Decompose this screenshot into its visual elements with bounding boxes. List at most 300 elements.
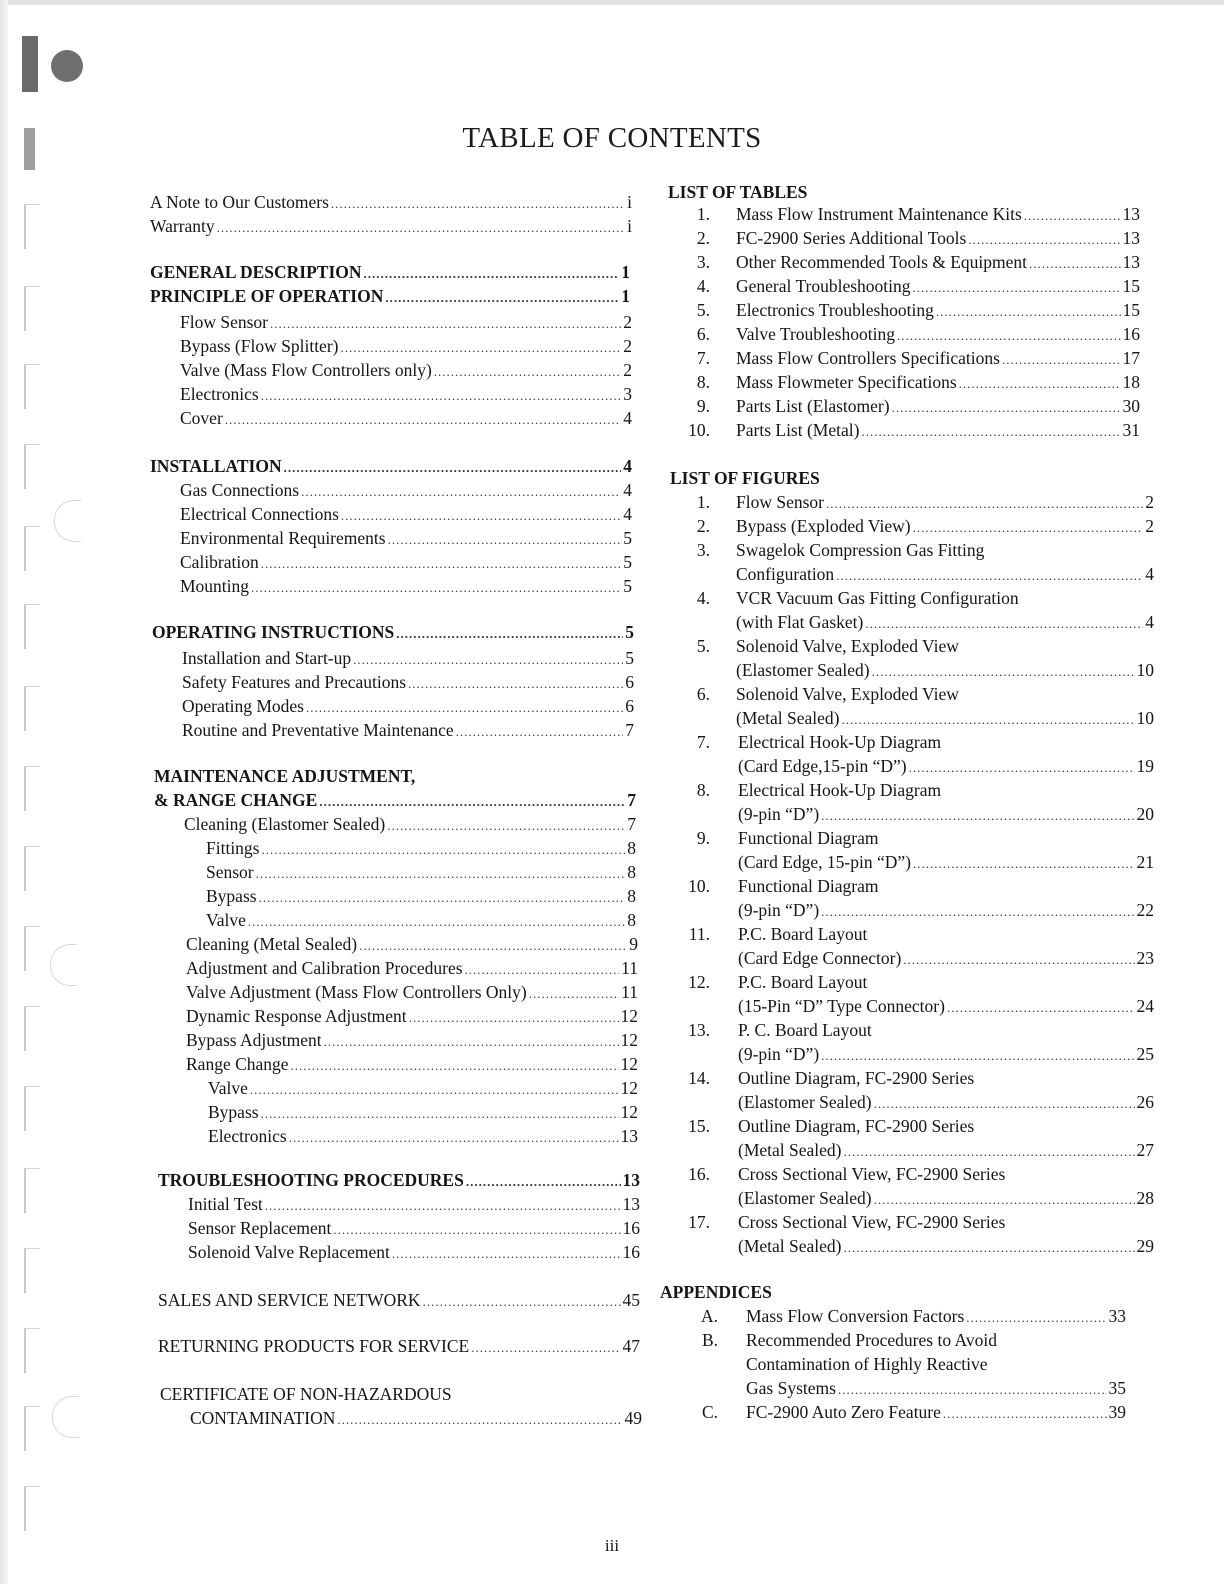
toc-entry xyxy=(208,1100,638,1124)
figure-entry xyxy=(736,658,1154,682)
toc-entry xyxy=(154,788,636,812)
toc-entry xyxy=(180,358,632,382)
toc-entry xyxy=(182,646,634,670)
figure-number: 10. xyxy=(688,876,710,896)
figure-number: 6. xyxy=(696,684,710,704)
entry-title: Valve xyxy=(206,910,246,930)
page-ref: 29 xyxy=(1136,1236,1154,1256)
figure-entry xyxy=(738,802,1154,826)
figure-title-line: Outline Diagram, FC-2900 Series xyxy=(738,1116,975,1136)
entry-title: Bypass xyxy=(208,1102,259,1122)
table-entry xyxy=(736,250,1140,274)
figure-title-line: Outline Diagram, FC-2900 Series xyxy=(738,1068,975,1088)
leader-dots xyxy=(842,708,1135,732)
figure-entry xyxy=(738,1234,1154,1258)
entry-title: SALES AND SERVICE NETWORK xyxy=(158,1290,421,1310)
leader-dots xyxy=(289,1126,619,1150)
leader-dots xyxy=(423,1290,621,1314)
figure-entry xyxy=(738,1042,1154,1066)
page-ref: 33 xyxy=(1108,1306,1126,1326)
page-title: TABLE OF CONTENTS xyxy=(462,122,762,154)
entry-title: (with Flat Gasket) xyxy=(736,612,864,632)
leader-dots xyxy=(359,934,627,958)
binding-slot xyxy=(24,604,40,649)
appendix-letter: C. xyxy=(701,1402,718,1422)
figure-title-line: Electrical Hook-Up Diagram xyxy=(738,732,942,752)
appendix-title-line: Recommended Procedures to Avoid xyxy=(746,1330,997,1350)
entry-title: Solenoid Valve Replacement xyxy=(188,1242,390,1262)
page-ref: 7 xyxy=(627,790,636,810)
entry-title: Gas Connections xyxy=(180,480,300,500)
binding-slot xyxy=(24,1406,40,1451)
page-ref: 6 xyxy=(625,672,634,692)
leader-dots xyxy=(301,480,621,504)
page-ref: 39 xyxy=(1108,1402,1126,1422)
toc-entry xyxy=(180,502,632,526)
leader-dots xyxy=(256,862,626,886)
binding-slot xyxy=(24,1006,40,1051)
leader-dots xyxy=(471,1336,620,1360)
leader-dots xyxy=(353,648,623,672)
page-ref: 12 xyxy=(620,1006,638,1026)
figure-entry xyxy=(738,850,1154,874)
page-ref: 27 xyxy=(1136,1140,1154,1160)
binding-slot xyxy=(24,286,40,331)
binding-slot xyxy=(24,526,40,571)
leader-dots xyxy=(306,696,623,720)
leader-dots xyxy=(913,276,1121,300)
entry-title: General Troubleshooting xyxy=(736,276,911,296)
page-ref: 9 xyxy=(629,934,638,954)
page-ref: 1 xyxy=(621,262,630,282)
scan-top-edge xyxy=(0,0,1224,5)
binding-slot xyxy=(24,926,40,971)
page-ref: 18 xyxy=(1122,372,1140,392)
page-ref: 16 xyxy=(1122,324,1140,344)
page-ref: 13 xyxy=(622,1194,640,1214)
leader-dots xyxy=(259,886,626,910)
binding-slot xyxy=(24,1248,40,1293)
entry-title: Mass Flow Conversion Factors xyxy=(746,1306,965,1326)
page-ref: 45 xyxy=(622,1290,640,1310)
toc-entry xyxy=(180,478,632,502)
toc-entry xyxy=(208,1076,638,1100)
toc-entry xyxy=(188,1240,640,1264)
page-ref: 5 xyxy=(625,622,634,642)
figure-number: 16. xyxy=(688,1164,710,1184)
page-ref: 16 xyxy=(622,1218,640,1238)
binding-slot xyxy=(24,1486,40,1531)
entry-title: Sensor xyxy=(206,862,254,882)
toc-entry xyxy=(180,406,632,430)
leader-dots xyxy=(270,312,621,336)
figure-number: 13. xyxy=(688,1020,710,1040)
leader-dots xyxy=(836,564,1143,588)
leader-dots xyxy=(396,622,623,646)
figure-entry xyxy=(738,1090,1154,1114)
figure-entry xyxy=(738,898,1154,922)
binding-mark xyxy=(22,36,38,92)
leader-dots xyxy=(872,660,1135,684)
toc-entry xyxy=(186,1052,638,1076)
appendix-letter: A. xyxy=(700,1306,718,1326)
page-ref: i xyxy=(627,216,632,236)
toc-entry xyxy=(190,1406,642,1430)
figure-number: 11. xyxy=(688,924,710,944)
appendix-entry xyxy=(746,1304,1126,1328)
leader-dots xyxy=(865,612,1143,636)
table-number: 7. xyxy=(696,348,710,368)
toc-entry xyxy=(180,574,632,598)
entry-title: FC-2900 Auto Zero Feature xyxy=(746,1402,941,1422)
page-ref: 6 xyxy=(625,696,634,716)
entry-title: FC-2900 Series Additional Tools xyxy=(736,228,967,248)
leader-dots xyxy=(262,838,626,862)
page-ref: 22 xyxy=(1136,900,1154,920)
leader-dots xyxy=(291,1054,619,1078)
page-ref: 11 xyxy=(621,982,638,1002)
toc-entry xyxy=(150,190,632,214)
toc-entry xyxy=(150,284,630,308)
leader-dots xyxy=(434,360,621,384)
page-ref: 4 xyxy=(623,504,632,524)
toc-entry xyxy=(186,1028,638,1052)
entry-title: Other Recommended Tools & Equipment xyxy=(736,252,1028,272)
toc-entry xyxy=(206,884,636,908)
page-ref: 49 xyxy=(624,1408,642,1428)
table-number: 10. xyxy=(688,420,710,440)
appendix-entry xyxy=(746,1400,1126,1424)
entry-title: Mass Flow Controllers Specifications xyxy=(736,348,1000,368)
entry-title: Dynamic Response Adjustment xyxy=(186,1006,407,1026)
figure-number: 9. xyxy=(696,828,710,848)
figure-title-line: Cross Sectional View, FC-2900 Series xyxy=(738,1164,1006,1184)
entry-title: Range Change xyxy=(186,1054,289,1074)
leader-dots xyxy=(456,720,624,744)
entry-title: Calibration xyxy=(180,552,259,572)
leader-dots xyxy=(861,420,1120,444)
entry-title: Mounting xyxy=(180,576,250,596)
binding-slot xyxy=(24,686,40,731)
binding-slot xyxy=(24,1086,40,1131)
page-ref: 20 xyxy=(1136,804,1154,824)
page-ref: 13 xyxy=(1122,228,1140,248)
entry-title: Cleaning (Metal Sealed) xyxy=(186,934,358,954)
table-number: 1. xyxy=(696,204,710,224)
page-ref: 13 xyxy=(622,1170,640,1190)
entry-title: (Metal Sealed) xyxy=(736,708,840,728)
entry-title: (Elastomer Sealed) xyxy=(736,660,870,680)
leader-dots xyxy=(892,396,1121,420)
table-number: 3. xyxy=(696,252,710,272)
binding-hole xyxy=(51,50,83,82)
page-ref: 5 xyxy=(623,528,632,548)
leader-dots xyxy=(874,1188,1135,1212)
toc-entry xyxy=(186,956,638,980)
appendices-heading: APPENDICES xyxy=(660,1282,772,1302)
leader-dots xyxy=(826,492,1143,516)
entry-title: (9-pin “D”) xyxy=(738,804,820,824)
figure-entry xyxy=(738,1186,1154,1210)
leader-dots xyxy=(333,1218,620,1242)
leader-dots xyxy=(331,192,625,216)
page-ref: 8 xyxy=(627,862,636,882)
table-number: 5. xyxy=(696,300,710,320)
entry-title: Mass Flow Instrument Maintenance Kits xyxy=(736,204,1022,224)
scan-left-edge xyxy=(0,0,8,1584)
toc-entry xyxy=(188,1192,640,1216)
leader-dots xyxy=(466,1170,621,1194)
entry-title: Flow Sensor xyxy=(180,312,268,332)
entry-title: CONTAMINATION xyxy=(190,1408,336,1428)
figure-number: 1. xyxy=(696,492,710,512)
toc-entry xyxy=(150,454,632,478)
table-entry xyxy=(736,370,1140,394)
appendix-letter: B. xyxy=(701,1330,718,1350)
figure-entry xyxy=(736,514,1154,538)
page-ref: 7 xyxy=(625,720,634,740)
page-ref: 8 xyxy=(627,910,636,930)
toc-entry xyxy=(186,932,638,956)
page-ref: 2 xyxy=(1145,516,1154,536)
toc-entry xyxy=(150,214,632,238)
binding-slot xyxy=(24,444,40,489)
binding-ring-shadow xyxy=(54,500,81,542)
page-ref: 1 xyxy=(621,286,630,306)
entry-title: OPERATING INSTRUCTIONS xyxy=(152,622,395,642)
figure-title-line: P. C. Board Layout xyxy=(738,1020,872,1040)
entry-title: Mass Flowmeter Specifications xyxy=(736,372,957,392)
toc-entry-line: MAINTENANCE ADJUSTMENT, xyxy=(154,766,416,786)
figure-number: 12. xyxy=(688,972,710,992)
page-ref: 5 xyxy=(623,552,632,572)
toc-entry xyxy=(206,836,636,860)
figure-entry xyxy=(736,610,1154,634)
leader-dots xyxy=(903,948,1134,972)
list-of-tables-heading: LIST OF TABLES xyxy=(668,182,808,202)
entry-title: (Card Edge Connector) xyxy=(738,948,902,968)
toc-entry xyxy=(182,670,634,694)
leader-dots xyxy=(225,408,621,432)
entry-title: Fittings xyxy=(206,838,260,858)
toc-entry xyxy=(184,812,636,836)
page-ref: 13 xyxy=(620,1126,638,1146)
binding-slot xyxy=(24,204,40,249)
page-ref: 5 xyxy=(623,576,632,596)
figure-entry xyxy=(738,1138,1154,1162)
toc-entry xyxy=(188,1216,640,1240)
table-entry xyxy=(736,226,1140,250)
figure-title-line: Functional Diagram xyxy=(738,828,879,848)
entry-title: Bypass xyxy=(206,886,257,906)
leader-dots xyxy=(261,384,622,408)
leader-dots xyxy=(1029,252,1120,276)
figure-number: 5. xyxy=(696,636,710,656)
list-of-figures-heading: LIST OF FIGURES xyxy=(670,468,820,488)
page-ref: 4 xyxy=(623,456,632,476)
figure-title-line: VCR Vacuum Gas Fitting Configuration xyxy=(736,588,1019,608)
leader-dots xyxy=(284,456,622,480)
page-ref: 31 xyxy=(1122,420,1140,440)
page-ref: 5 xyxy=(625,648,634,668)
entry-title: (9-pin “D”) xyxy=(738,1044,820,1064)
leader-dots xyxy=(250,1078,619,1102)
page-ref: 21 xyxy=(1136,852,1154,872)
figure-title-line: Swagelok Compression Gas Fitting xyxy=(736,540,985,560)
table-entry xyxy=(736,274,1140,298)
entry-title: Routine and Preventative Maintenance xyxy=(182,720,454,740)
page-ref: 13 xyxy=(1122,204,1140,224)
leader-dots xyxy=(844,1140,1135,1164)
entry-title: Warranty xyxy=(150,216,215,236)
table-entry xyxy=(736,202,1140,226)
leader-dots xyxy=(385,286,619,310)
entry-title: Operating Modes xyxy=(182,696,304,716)
leader-dots xyxy=(968,228,1120,252)
entry-title: Valve xyxy=(208,1078,248,1098)
entry-title: Electronics Troubleshooting xyxy=(736,300,934,320)
toc-entry-line: CERTIFICATE OF NON-HAZARDOUS xyxy=(160,1384,452,1404)
leader-dots xyxy=(874,1092,1135,1116)
page-ref: 35 xyxy=(1108,1378,1126,1398)
leader-dots xyxy=(947,996,1135,1020)
entry-title: Valve Troubleshooting xyxy=(736,324,895,344)
toc-entry xyxy=(206,908,636,932)
leader-dots xyxy=(821,804,1134,828)
entry-title: Bypass Adjustment xyxy=(186,1030,322,1050)
entry-title: Initial Test xyxy=(188,1194,263,1214)
entry-title: Bypass (Flow Splitter) xyxy=(180,336,339,356)
leader-dots xyxy=(319,790,625,814)
toc-entry xyxy=(152,620,634,644)
leader-dots xyxy=(936,300,1121,324)
page-ref: 4 xyxy=(623,408,632,428)
page-ref: 23 xyxy=(1136,948,1154,968)
page-ref: 12 xyxy=(620,1030,638,1050)
leader-dots xyxy=(838,1378,1107,1402)
leader-dots xyxy=(409,1006,619,1030)
table-entry xyxy=(736,418,1140,442)
entry-title: (Metal Sealed) xyxy=(738,1236,842,1256)
figure-entry xyxy=(736,490,1154,514)
entry-title: (15-Pin “D” Type Connector) xyxy=(738,996,945,1016)
table-entry xyxy=(736,322,1140,346)
table-entry xyxy=(736,394,1140,418)
page-ref: 13 xyxy=(1122,252,1140,272)
page-ref: 3 xyxy=(623,384,632,404)
page-number: iii xyxy=(604,1536,620,1555)
toc-entry xyxy=(150,260,630,284)
leader-dots xyxy=(261,552,622,576)
table-number: 6. xyxy=(696,324,710,344)
entry-title: Parts List (Elastomer) xyxy=(736,396,890,416)
entry-title: A Note to Our Customers xyxy=(150,192,329,212)
page-ref: 16 xyxy=(622,1242,640,1262)
page-ref: 4 xyxy=(1145,612,1154,632)
entry-title: (9-pin “D”) xyxy=(738,900,820,920)
leader-dots xyxy=(1024,204,1121,228)
entry-title: Safety Features and Precautions xyxy=(182,672,407,692)
entry-title: Sensor Replacement xyxy=(188,1218,332,1238)
page-ref: 12 xyxy=(620,1054,638,1074)
table-entry xyxy=(736,298,1140,322)
figure-title-line: P.C. Board Layout xyxy=(738,924,868,944)
leader-dots xyxy=(248,910,625,934)
binding-ring-shadow xyxy=(50,944,77,986)
leader-dots xyxy=(465,958,620,982)
figure-number: 14. xyxy=(688,1068,710,1088)
toc-entry xyxy=(180,550,632,574)
figure-title-line: Functional Diagram xyxy=(738,876,879,896)
leader-dots xyxy=(324,1030,619,1054)
table-number: 2. xyxy=(696,228,710,248)
leader-dots xyxy=(261,1102,619,1126)
toc-entry xyxy=(158,1334,640,1358)
page-ref: 19 xyxy=(1136,756,1154,776)
page-ref: 2 xyxy=(623,360,632,380)
entry-title: Electronics xyxy=(180,384,259,404)
leader-dots xyxy=(913,516,1144,540)
entry-title: & RANGE CHANGE xyxy=(154,790,318,810)
figure-title-line: Solenoid Valve, Exploded View xyxy=(736,636,959,656)
binding-slot xyxy=(24,846,40,891)
page-ref: 15 xyxy=(1122,300,1140,320)
toc-entry xyxy=(180,334,632,358)
figure-number: 2. xyxy=(696,516,710,536)
page-ref: 47 xyxy=(622,1336,640,1356)
page-ref: 2 xyxy=(1145,492,1154,512)
binding-slot xyxy=(24,1328,40,1373)
figure-title-line: Electrical Hook-Up Diagram xyxy=(738,780,942,800)
leader-dots xyxy=(966,1306,1106,1330)
leader-dots xyxy=(943,1402,1107,1426)
page-ref: 8 xyxy=(627,838,636,858)
entry-title: Electrical Connections xyxy=(180,504,339,524)
figure-title-line: Cross Sectional View, FC-2900 Series xyxy=(738,1212,1006,1232)
page-ref: i xyxy=(627,192,632,212)
page-ref: 12 xyxy=(620,1102,638,1122)
entry-title: Adjustment and Calibration Procedures xyxy=(186,958,463,978)
leader-dots xyxy=(340,336,621,360)
leader-dots xyxy=(392,1242,621,1266)
figure-title-line: P.C. Board Layout xyxy=(738,972,868,992)
leader-dots xyxy=(388,528,622,552)
toc-entry xyxy=(186,980,638,1004)
figure-number: 4. xyxy=(696,588,710,608)
page-ref: 4 xyxy=(1145,564,1154,584)
page-ref: 4 xyxy=(623,480,632,500)
entry-title: Valve (Mass Flow Controllers only) xyxy=(180,360,432,380)
leader-dots xyxy=(821,900,1134,924)
binding-slot xyxy=(24,364,40,409)
leader-dots xyxy=(1002,348,1121,372)
entry-title: (Elastomer Sealed) xyxy=(738,1188,872,1208)
toc-entry xyxy=(186,1004,638,1028)
entry-title: Valve Adjustment (Mass Flow Controllers Only) xyxy=(186,982,527,1002)
toc-entry xyxy=(206,860,636,884)
figure-number: 3. xyxy=(696,540,710,560)
binding-slot xyxy=(24,766,40,811)
figure-number: 17. xyxy=(688,1212,710,1232)
appendix-title-line: Contamination of Highly Reactive xyxy=(746,1354,988,1374)
table-number: 4. xyxy=(696,276,710,296)
entry-title: Configuration xyxy=(736,564,835,584)
entry-title: (Card Edge, 15-pin “D”) xyxy=(738,852,911,872)
figure-number: 8. xyxy=(696,780,710,800)
entry-title: Flow Sensor xyxy=(736,492,824,512)
table-entry xyxy=(736,346,1140,370)
figure-entry xyxy=(738,994,1154,1018)
